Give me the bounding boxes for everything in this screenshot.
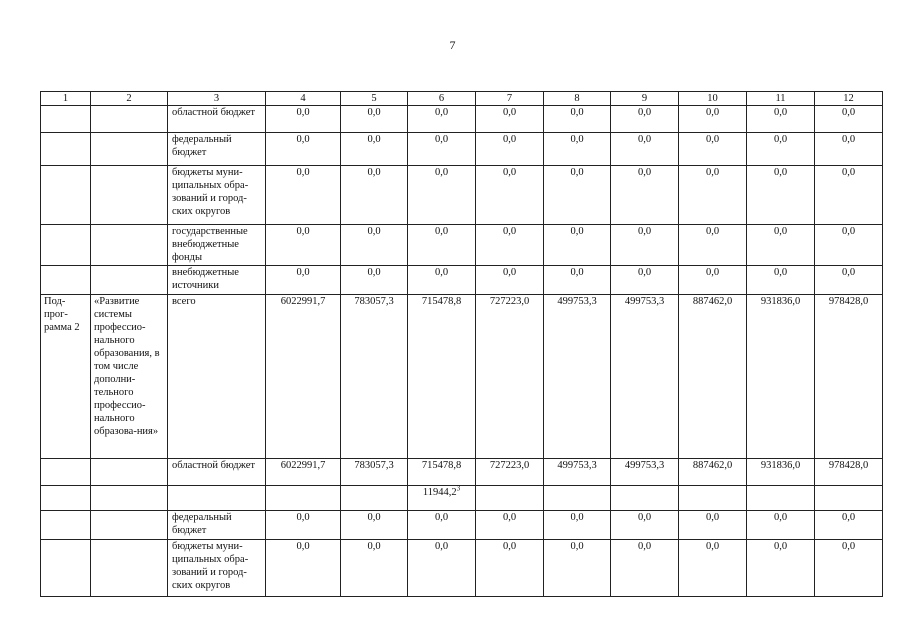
value-text: 0,0 [773,107,788,118]
value-cell [611,511,679,540]
value-cell [747,459,815,486]
value-cell [544,266,611,295]
value-text: 0,0 [296,107,310,118]
column-header-10: 10 [679,92,747,106]
value-cell [815,166,883,225]
value-text: 0,0 [570,134,584,145]
value-cell [747,106,815,133]
value-text: 0,0 [367,541,381,552]
value-cell [747,511,815,540]
value-text: 0,0 [705,541,720,552]
value-cell [408,133,476,166]
value-text: 6022991,7 [280,460,326,471]
table-row [41,106,883,133]
value-text: 0,0 [502,167,517,178]
value-cell [544,540,611,597]
cell-c2 [91,266,168,295]
value-text: 0,0 [296,267,310,278]
cell-c3: бюджеты муни-ципальных обра-зований и город-ских округов [168,166,266,225]
cell-c3: федеральный бюджет [168,511,266,540]
value-text: 0,0 [502,226,517,237]
value-text: 0,0 [705,226,720,237]
value-cell [341,540,408,597]
value-cell [611,133,679,166]
value-text: 0,0 [367,226,381,237]
value-cell [476,540,544,597]
value-text: 6022991,7 [280,296,326,307]
value-text: 0,0 [773,512,788,523]
value-cell [611,540,679,597]
value-text: 978428,0 [828,296,869,307]
value-text: 0,0 [502,541,517,552]
value-text: 887462,0 [692,296,733,307]
cell-c2 [91,511,168,540]
value-text: 0,0 [841,134,856,145]
value-cell [266,486,341,511]
value-cell [341,106,408,133]
cell-c1 [41,266,91,295]
cell-c2 [91,459,168,486]
value-cell [679,133,747,166]
value-cell [341,225,408,266]
table-row [41,486,883,511]
table-row [41,266,883,295]
value-text: 0,0 [434,541,449,552]
table-row [41,540,883,597]
value-cell [544,106,611,133]
cell-c3 [168,486,266,511]
column-header-5: 5 [341,92,408,106]
value-text: 0,0 [296,134,310,145]
value-text: 0,0 [637,167,652,178]
value-text: 715478,8 [421,296,462,307]
value-cell [266,106,341,133]
value-cell [679,486,747,511]
column-header-9: 9 [611,92,679,106]
value-text: 499753,3 [624,460,665,471]
cell-c3: областной бюджет [168,106,266,133]
cell-c2 [91,540,168,597]
value-text: 0,0 [367,107,381,118]
value-cell [815,295,883,459]
value-cell [266,511,341,540]
column-header-6: 6 [408,92,476,106]
column-header-2: 2 [91,92,168,106]
value-text: 0,0 [367,512,381,523]
value-cell [341,166,408,225]
value-cell [408,540,476,597]
value-cell [611,166,679,225]
value-text: 0,0 [434,267,449,278]
cell-c2 [91,133,168,166]
value-cell [544,511,611,540]
value-cell [476,511,544,540]
value-text: 0,0 [434,512,449,523]
value-text: 0,0 [570,512,584,523]
value-cell [544,459,611,486]
value-text: 0,0 [367,267,381,278]
value-cell [341,295,408,459]
value-text: 0,0 [296,226,310,237]
value-cell [408,486,476,511]
value-cell [747,486,815,511]
value-text: 0,0 [502,134,517,145]
value-cell [611,106,679,133]
value-cell [341,511,408,540]
value-text: 0,0 [773,267,788,278]
table-row [41,133,883,166]
value-text: 0,0 [637,267,652,278]
value-cell [476,486,544,511]
value-cell [476,225,544,266]
column-header-4: 4 [266,92,341,106]
cell-c3: федеральный бюджет [168,133,266,166]
value-text: 0,0 [841,107,856,118]
value-cell [476,106,544,133]
value-cell [341,486,408,511]
value-cell [679,511,747,540]
value-cell [815,106,883,133]
cell-c2 [91,486,168,511]
value-text: 0,0 [637,226,652,237]
page-number: 7 [449,38,456,52]
value-cell [815,486,883,511]
cell-c1 [41,166,91,225]
value-text: 0,0 [367,134,381,145]
value-cell [266,459,341,486]
value-cell [747,225,815,266]
value-text: 0,0 [841,167,856,178]
value-text: 0,0 [637,134,652,145]
value-text: 0,0 [637,107,652,118]
value-cell [611,486,679,511]
value-cell [544,486,611,511]
value-cell [408,106,476,133]
value-text: 0,0 [705,267,720,278]
value-cell [747,295,815,459]
value-cell [408,511,476,540]
value-cell [611,295,679,459]
value-cell [266,266,341,295]
value-cell [544,225,611,266]
cell-c1 [41,486,91,511]
cell-c2 [91,106,168,133]
value-text: 0,0 [434,226,449,237]
column-header-7: 7 [476,92,544,106]
value-cell [408,295,476,459]
value-text: 0,0 [502,107,517,118]
value-text: 931836,0 [760,460,801,471]
value-text: 0,0 [367,167,381,178]
value-text: 0,0 [841,267,856,278]
value-text: 0,0 [434,167,449,178]
cell-c2 [91,166,168,225]
column-header-1: 1 [41,92,91,106]
value-cell [679,266,747,295]
value-text: 887462,0 [692,460,733,471]
value-cell [476,295,544,459]
value-text: 0,0 [637,541,652,552]
cell-c1 [41,511,91,540]
cell-c3: областной бюджет [168,459,266,486]
table-row [41,295,883,459]
column-header-12: 12 [815,92,883,106]
value-cell [544,133,611,166]
value-text: 0,0 [841,512,856,523]
value-text: 0,0 [434,134,449,145]
value-cell [266,225,341,266]
value-cell [679,540,747,597]
value-cell [815,540,883,597]
value-cell [679,295,747,459]
value-cell [341,459,408,486]
value-cell [266,540,341,597]
cell-c1 [41,133,91,166]
value-text: 499753,3 [557,296,597,307]
value-text: 0,0 [434,107,449,118]
value-cell [815,133,883,166]
cell-c3: государственные внебюджетные фонды [168,225,266,266]
value-cell [679,106,747,133]
value-cell [408,266,476,295]
column-header-11: 11 [747,92,815,106]
value-text: 727223,0 [489,460,530,471]
value-cell [679,225,747,266]
cell-c1 [41,540,91,597]
value-cell [611,266,679,295]
value-text: 0,0 [773,134,788,145]
value-text: 0,0 [705,167,720,178]
value-cell [266,166,341,225]
cell-c3: всего [168,295,266,459]
value-cell [747,133,815,166]
value-cell [544,295,611,459]
column-header-8: 8 [544,92,611,106]
value-cell [611,225,679,266]
value-cell [341,266,408,295]
value-cell [815,225,883,266]
table-header-row [41,92,883,106]
value-cell [815,459,883,486]
value-cell [611,459,679,486]
cell-c1 [41,459,91,486]
value-cell [408,166,476,225]
cell-c2 [91,225,168,266]
footnote-marker: 3 [456,484,461,493]
value-text: 0,0 [773,167,788,178]
budget-table [40,91,883,597]
table-row [41,511,883,540]
value-cell [476,166,544,225]
value-text: 0,0 [296,512,310,523]
value-text: 783057,3 [354,296,394,307]
cell-c1 [41,106,91,133]
value-cell [815,511,883,540]
value-text: 0,0 [570,107,584,118]
value-cell [679,166,747,225]
value-text: 0,0 [705,107,720,118]
cell-c1: Под-прог-рамма 2 [41,295,91,459]
value-text: 0,0 [570,226,584,237]
cell-c3: бюджеты муни-ципальных обра-зований и город-ских округов [168,540,266,597]
value-text: 0,0 [296,541,310,552]
value-cell [266,295,341,459]
value-text: 0,0 [570,167,584,178]
table-row [41,459,883,486]
value-text: 0,0 [502,512,517,523]
value-text: 0,0 [705,134,720,145]
table-row [41,225,883,266]
value-cell [476,459,544,486]
value-cell [408,459,476,486]
value-text: 978428,0 [828,460,869,471]
value-text: 727223,0 [489,296,530,307]
value-text: 931836,0 [760,296,801,307]
value-text: 783057,3 [354,460,394,471]
cell-c1 [41,225,91,266]
value-text: 0,0 [841,541,856,552]
value-text: 0,0 [773,226,788,237]
column-header-3: 3 [168,92,266,106]
value-text: 11944,2 [422,487,457,498]
cell-c2: «Развитие системы профессио-нального образования, в том числе дополни-тельного профессио-нального образова-ния» [91,295,168,459]
value-cell [476,133,544,166]
value-cell [341,133,408,166]
value-cell [476,266,544,295]
value-text: 0,0 [705,512,720,523]
value-text: 0,0 [296,167,310,178]
value-cell [747,166,815,225]
value-text: 0,0 [502,267,517,278]
value-text: 0,0 [773,541,788,552]
value-cell [679,459,747,486]
value-cell [266,133,341,166]
value-text: 499753,3 [557,460,597,471]
value-cell [747,266,815,295]
value-text: 0,0 [841,226,856,237]
value-text: 715478,8 [421,460,462,471]
table-row [41,166,883,225]
value-cell [544,166,611,225]
value-cell [408,225,476,266]
value-text: 0,0 [570,541,584,552]
value-text: 0,0 [570,267,584,278]
value-cell [747,540,815,597]
value-cell [815,266,883,295]
cell-c3: внебюджетные источники [168,266,266,295]
value-text: 499753,3 [624,296,665,307]
value-text: 0,0 [637,512,652,523]
